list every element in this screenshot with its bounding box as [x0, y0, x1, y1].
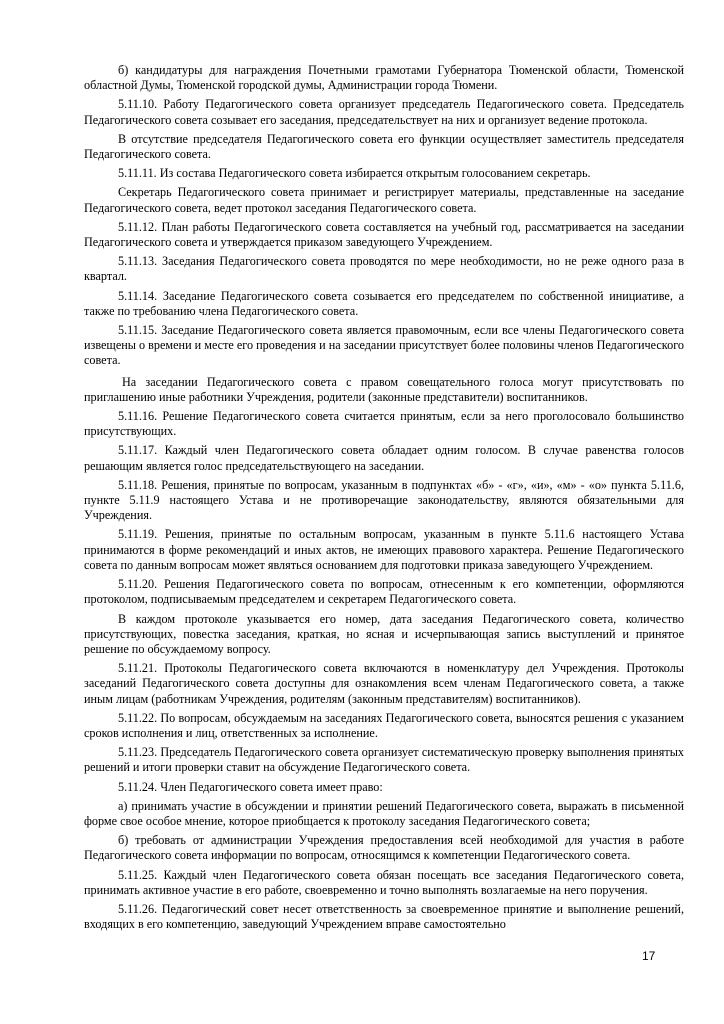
paragraph: 5.11.15. Заседание Педагогического совета является правомочным, если все члены Педагогического совета извещены о времени и месте его проведения и на заседании присутствует более половины членов Педагогического совета.: [84, 323, 684, 368]
paragraph: В отсутствие председателя Педагогического совета его функции осуществляет заместитель председателя Педагогического совета.: [84, 131, 684, 162]
paragraph: 5.11.18. Решения, принятые по вопросам, указанным в подпунктах «б» - «г», «и», «м» - «о» пункта 5.11.6, пункте 5.11.9 настоящего Устава и не противоречащие законодательству, являются обязательными для Учреждения.: [84, 477, 684, 523]
paragraph: б) требовать от администрации Учреждения предоставления всей необходимой для участия в работе Педагогического совета информации по вопросам, относящимся к компетенции Педагогического совета.: [84, 833, 684, 863]
paragraph: 5.11.10. Работу Педагогического совета организует председатель Педагогического совета. Председатель Педагогического совета созывает его заседания, председательствует на них и организует ведение протокола.: [84, 97, 684, 127]
paragraph: 5.11.19. Решения, принятые по остальным вопросам, указанным в пункте 5.11.6 настоящего Устава принимаются в форме рекомендаций и иных актов, не имеющих правового характера. Решение Педагогического совета по данным вопросам может являться основанием для подготовки приказа заведующего Учреждением.: [84, 527, 684, 572]
paragraph: 5.11.13. Заседания Педагогического совета проводятся по мере необходимости, но не реже одного раза в квартал.: [84, 254, 684, 284]
page-number: 17: [642, 949, 656, 963]
paragraph: На заседании Педагогического совета с правом совещательного голоса могут присутствовать по приглашению иные работники Учреждения, родители (законные представители) воспитанников.: [84, 374, 684, 404]
paragraph: Секретарь Педагогического совета принимает и регистрирует материалы, представленные на заседание Педагогического совета, ведет протокол заседания Педагогического совета.: [84, 185, 684, 215]
paragraph: 5.11.16. Решение Педагогического совета считается принятым, если за него проголосовало большинство присутствующих.: [84, 409, 684, 439]
paragraph: 5.11.23. Председатель Педагогического совета организует систематическую проверку выполнения принятых решений и итоги проверки ставит на обсуждение Педагогического совета.: [84, 745, 684, 775]
paragraph: 5.11.14. Заседание Педагогического совета созывается его председателем по собственной инициативе, а также по требованию члена Педагогического совета.: [84, 288, 684, 318]
paragraph: 5.11.22. По вопросам, обсуждаемым на заседаниях Педагогического совета, выносятся решения с указанием сроков исполнения и лиц, ответственных за исполнение.: [84, 710, 684, 740]
paragraph: 5.11.26. Педагогический совет несет ответственность за своевременное принятие и выполнение решений, входящих в его компетенцию, заведующий Учреждением вправе самостоятельно: [84, 901, 684, 932]
paragraph: а) принимать участие в обсуждении и принятии решений Педагогического совета, выражать в письменной форме свое особое мнение, которое приобщается к протоколу заседания Педагогического совета;: [84, 798, 684, 828]
paragraph: 5.11.24. Член Педагогического совета имеет право:: [118, 779, 383, 794]
paragraph: 5.11.21. Протоколы Педагогического совета включаются в номенклатуру дел Учреждения. Протоколы заседаний Педагогического совета доступны для ознакомления всем членам Педагогического совета, а также иным лицам (работникам Учреждения, родителям (законным представителям) воспитанников).: [84, 661, 684, 706]
paragraph: 5.11.12. План работы Педагогического совета составляется на учебный год, рассматривается на заседании Педагогического совета и утверждается приказом заведующего Учреждением.: [84, 219, 684, 250]
paragraph: б) кандидатуры для награждения Почетными грамотами Губернатора Тюменской области, Тюменской областной Думы, Тюменской городской думы, Администрации города Тюмени.: [84, 63, 684, 93]
paragraph: В каждом протоколе указывается его номер, дата заседания Педагогического совета, количество присутствующих, повестка заседания, краткая, но ясная и исчерпывающая запись выступлений и принятое решение по обсуждаемому вопросу.: [84, 611, 684, 656]
paragraph: 5.11.17. Каждый член Педагогического совета обладает одним голосом. В случае равенства голосов решающим является голос председательствующего на заседании.: [84, 443, 684, 473]
paragraph: 5.11.11. Из состава Педагогического совета избирается открытым голосованием секретарь.: [118, 166, 591, 181]
paragraph: 5.11.25. Каждый член Педагогического совета обязан посещать все заседания Педагогического совета, принимать активное участие в его работе, своевременно и точно выполнять возлагаемые на него поручения.: [84, 867, 684, 897]
document-body: [84, 63, 684, 932]
paragraph: 5.11.20. Решения Педагогического совета по вопросам, отнесенным к его компетенции, оформляются протоколом, подписываемым председателем и секретарем Педагогического совета.: [84, 577, 684, 607]
